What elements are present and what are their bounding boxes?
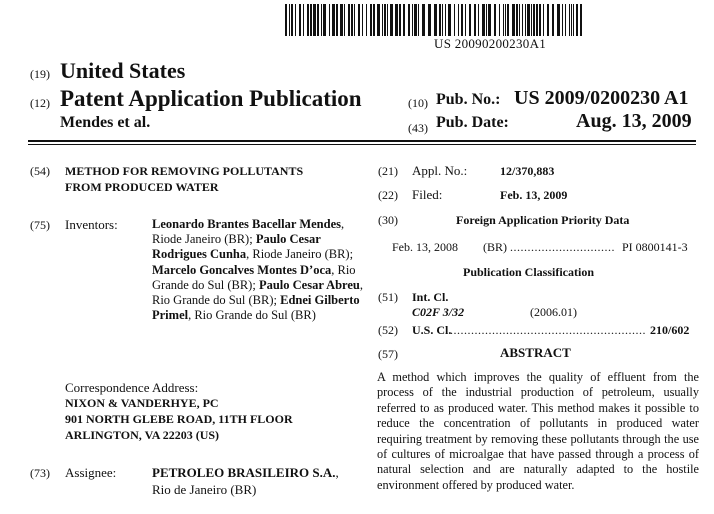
code-52: (52) (378, 323, 398, 337)
barcode-bar (507, 4, 509, 36)
barcode-bar (482, 4, 485, 36)
barcode-bar (494, 4, 496, 36)
barcode-bar (533, 4, 535, 36)
correspondence-label: Correspondence Address: (65, 380, 199, 395)
pub-no-value: US 2009/0200230 A1 (514, 87, 689, 109)
barcode-bar (445, 4, 446, 36)
barcode-bar (499, 4, 500, 36)
code-75: (75) (30, 218, 50, 232)
code-10: (10) (408, 96, 428, 110)
applicant-short: Mendes et al. (60, 114, 151, 131)
inventor-location: , Rio Grande do Sul (BR); (152, 262, 356, 292)
barcode-bar (465, 4, 466, 36)
assignee-comma: , (335, 465, 339, 480)
priority-date: Feb. 13, 2008 (392, 240, 458, 254)
barcode-bar (373, 4, 375, 36)
inventor-name: Leonardo Brantes Bacellar Mendes (152, 217, 341, 231)
barcode-bar (439, 4, 441, 36)
us-cl-dots: ........................................................ (450, 323, 646, 337)
priority-country: (BR) (483, 240, 507, 254)
barcode-bar (412, 4, 413, 36)
barcode-bar (543, 4, 544, 36)
barcode-bar (516, 4, 518, 36)
pub-date-label: Pub. Date: (436, 114, 509, 131)
barcode-number: US 20090200230A1 (434, 36, 547, 51)
header-rule-bottom (28, 144, 696, 145)
barcode-bar (340, 4, 343, 36)
barcode-bar (310, 4, 312, 36)
barcode-bar (321, 4, 322, 36)
barcode-bar (503, 4, 504, 36)
correspondence-line-2: 901 NORTH GLEBE ROAD, 11TH FLOOR (65, 412, 293, 426)
barcode-bar (571, 4, 572, 36)
barcode-bar (525, 4, 526, 36)
abstract-text: A method which improves the quality of effluent from the process of the industrial production of petroleum, usually referred to as produced water. This method makes it possible to reduce the concentration of pollutants in produced water requiring treatment by removing these pollutants through the use of cultures of microalgae that have passed through a process of natural selection and are naturally adapted to the hostile environment offered by produced water. (377, 370, 699, 492)
barcode-bar (323, 4, 326, 36)
barcode-bar (362, 4, 363, 36)
doc-type-title: Patent Application Publication (60, 86, 362, 111)
barcode-bar (448, 4, 451, 36)
barcode-bar (442, 4, 443, 36)
inventor-location: , Rio Grande do Sul (BR) (188, 308, 316, 323)
appl-no-value: 12/370,883 (500, 164, 555, 178)
classification-heading: Publication Classification (463, 265, 595, 279)
correspondence-line-3: ARLINGTON, VA 22203 (US) (65, 428, 220, 442)
barcode-bar (395, 4, 398, 36)
correspondence-line-1: NIXON & VANDERHYE, PC (65, 396, 219, 410)
barcode-bar (562, 4, 563, 36)
barcode-bar (351, 4, 353, 36)
barcode-bar (377, 4, 380, 36)
barcode-bar (531, 4, 532, 36)
barcode-bar (580, 4, 582, 36)
barcode-bar (399, 4, 401, 36)
code-54: (54) (30, 164, 50, 178)
barcode-bar (317, 4, 319, 36)
barcode-bar (505, 4, 506, 36)
barcode-bar (428, 4, 431, 36)
priority-number: PI 0800141-3 (622, 240, 688, 254)
barcode-bar (552, 4, 554, 36)
assignee-label: Assignee: (65, 465, 117, 480)
barcode-bar (569, 4, 570, 36)
barcode-bar (461, 4, 463, 36)
barcode-bar (295, 4, 296, 36)
barcode-bar (418, 4, 419, 36)
barcode-bar (387, 4, 388, 36)
barcode-bar (547, 4, 549, 36)
title-line-2: FROM PRODUCED WATER (65, 180, 219, 194)
title-line-1: METHOD FOR REMOVING POLLUTANTS (65, 164, 304, 178)
barcode-bar (291, 4, 293, 36)
barcode-bar (384, 4, 386, 36)
barcode-bar (358, 4, 360, 36)
barcode-bar (382, 4, 383, 36)
abstract-heading: ABSTRACT (500, 345, 571, 360)
barcode-bar (478, 4, 479, 36)
inventor-name: Paulo Cesar Abreu (258, 277, 360, 292)
int-cl-label: Int. Cl. (412, 290, 449, 304)
pub-no-label: Pub. No.: (436, 91, 501, 108)
barcode-bar (565, 4, 566, 36)
code-22: (22) (378, 188, 398, 202)
inventors-list (152, 217, 366, 323)
barcode-bar (474, 4, 476, 36)
barcode-bar (348, 4, 350, 36)
barcode-bar (469, 4, 471, 36)
barcode-bar (344, 4, 345, 36)
pub-date-value: Aug. 13, 2009 (576, 110, 692, 132)
barcode-bar (414, 4, 417, 36)
foreign-priority-heading: Foreign Application Priority Data (456, 213, 630, 227)
appl-no-label: Appl. No.: (412, 163, 468, 178)
inventor-name: Paulo Cesar Rodrigues Cunha (152, 232, 321, 262)
code-43: (43) (408, 121, 428, 135)
barcode-bar (403, 4, 405, 36)
inventor-location: , Riode Janeiro (BR); (246, 247, 354, 262)
barcode-bar (313, 4, 316, 36)
barcode-bar (336, 4, 338, 36)
assignee-line (152, 465, 339, 481)
assignee-name: PETROLEO BRASILEIRO S.A. (152, 465, 336, 480)
us-cl-value: 210/602 (650, 323, 690, 337)
code-57: (57) (378, 347, 398, 361)
barcode-bar (366, 4, 367, 36)
barcode-bar (289, 4, 290, 36)
filed-value: Feb. 13, 2009 (500, 188, 568, 202)
header-rule-top (28, 140, 696, 142)
barcode-bar (332, 4, 335, 36)
us-cl-label: U.S. Cl. (412, 323, 452, 337)
barcode-bar (486, 4, 487, 36)
barcode-bar (522, 4, 523, 36)
barcode-bar (422, 4, 425, 36)
barcode-bar (434, 4, 437, 36)
priority-dots: .............................. (510, 240, 615, 254)
barcode-bar (576, 4, 578, 36)
code-30: (30) (378, 213, 398, 227)
barcode-bar (519, 4, 520, 36)
barcode-bar (488, 4, 491, 36)
barcode-bar (527, 4, 530, 36)
code-12: (12) (30, 96, 50, 110)
code-73: (73) (30, 466, 50, 480)
inventor-location: , Riode Janeiro (BR); (152, 217, 345, 247)
code-19: (19) (30, 67, 50, 81)
filed-label: Filed: (412, 187, 443, 202)
code-21: (21) (378, 164, 398, 178)
barcode-bar (454, 4, 455, 36)
barcode-bar (408, 4, 410, 36)
assignee-location: Rio de Janeiro (BR) (152, 482, 257, 497)
barcode-bar (458, 4, 459, 36)
inventor-name: Ednei Gilberto Primel (152, 293, 360, 323)
barcode-bar (512, 4, 515, 36)
int-cl-year: (2006.01) (530, 305, 577, 319)
barcode-bar (329, 4, 330, 36)
code-51: (51) (378, 290, 398, 304)
barcode-bar (536, 4, 538, 36)
barcode-bar (354, 4, 355, 36)
inventors-label: Inventors: (65, 217, 118, 232)
barcode-image (285, 4, 582, 36)
country-title: United States (60, 58, 186, 83)
barcode-bar (285, 4, 287, 36)
barcode-bar (557, 4, 560, 36)
barcode-bar (307, 4, 309, 36)
barcode-bar (303, 4, 304, 36)
barcode-bar (390, 4, 393, 36)
barcode-bar (299, 4, 301, 36)
barcode-bar (573, 4, 574, 36)
int-cl-code: C02F 3/32 (412, 305, 465, 319)
inventor-name: Marcelo Goncalves Montes D’oca (152, 262, 332, 277)
inventor-location: , Rio Grande do Sul (BR); (152, 277, 363, 308)
barcode-bar (370, 4, 372, 36)
barcode-bar (539, 4, 541, 36)
